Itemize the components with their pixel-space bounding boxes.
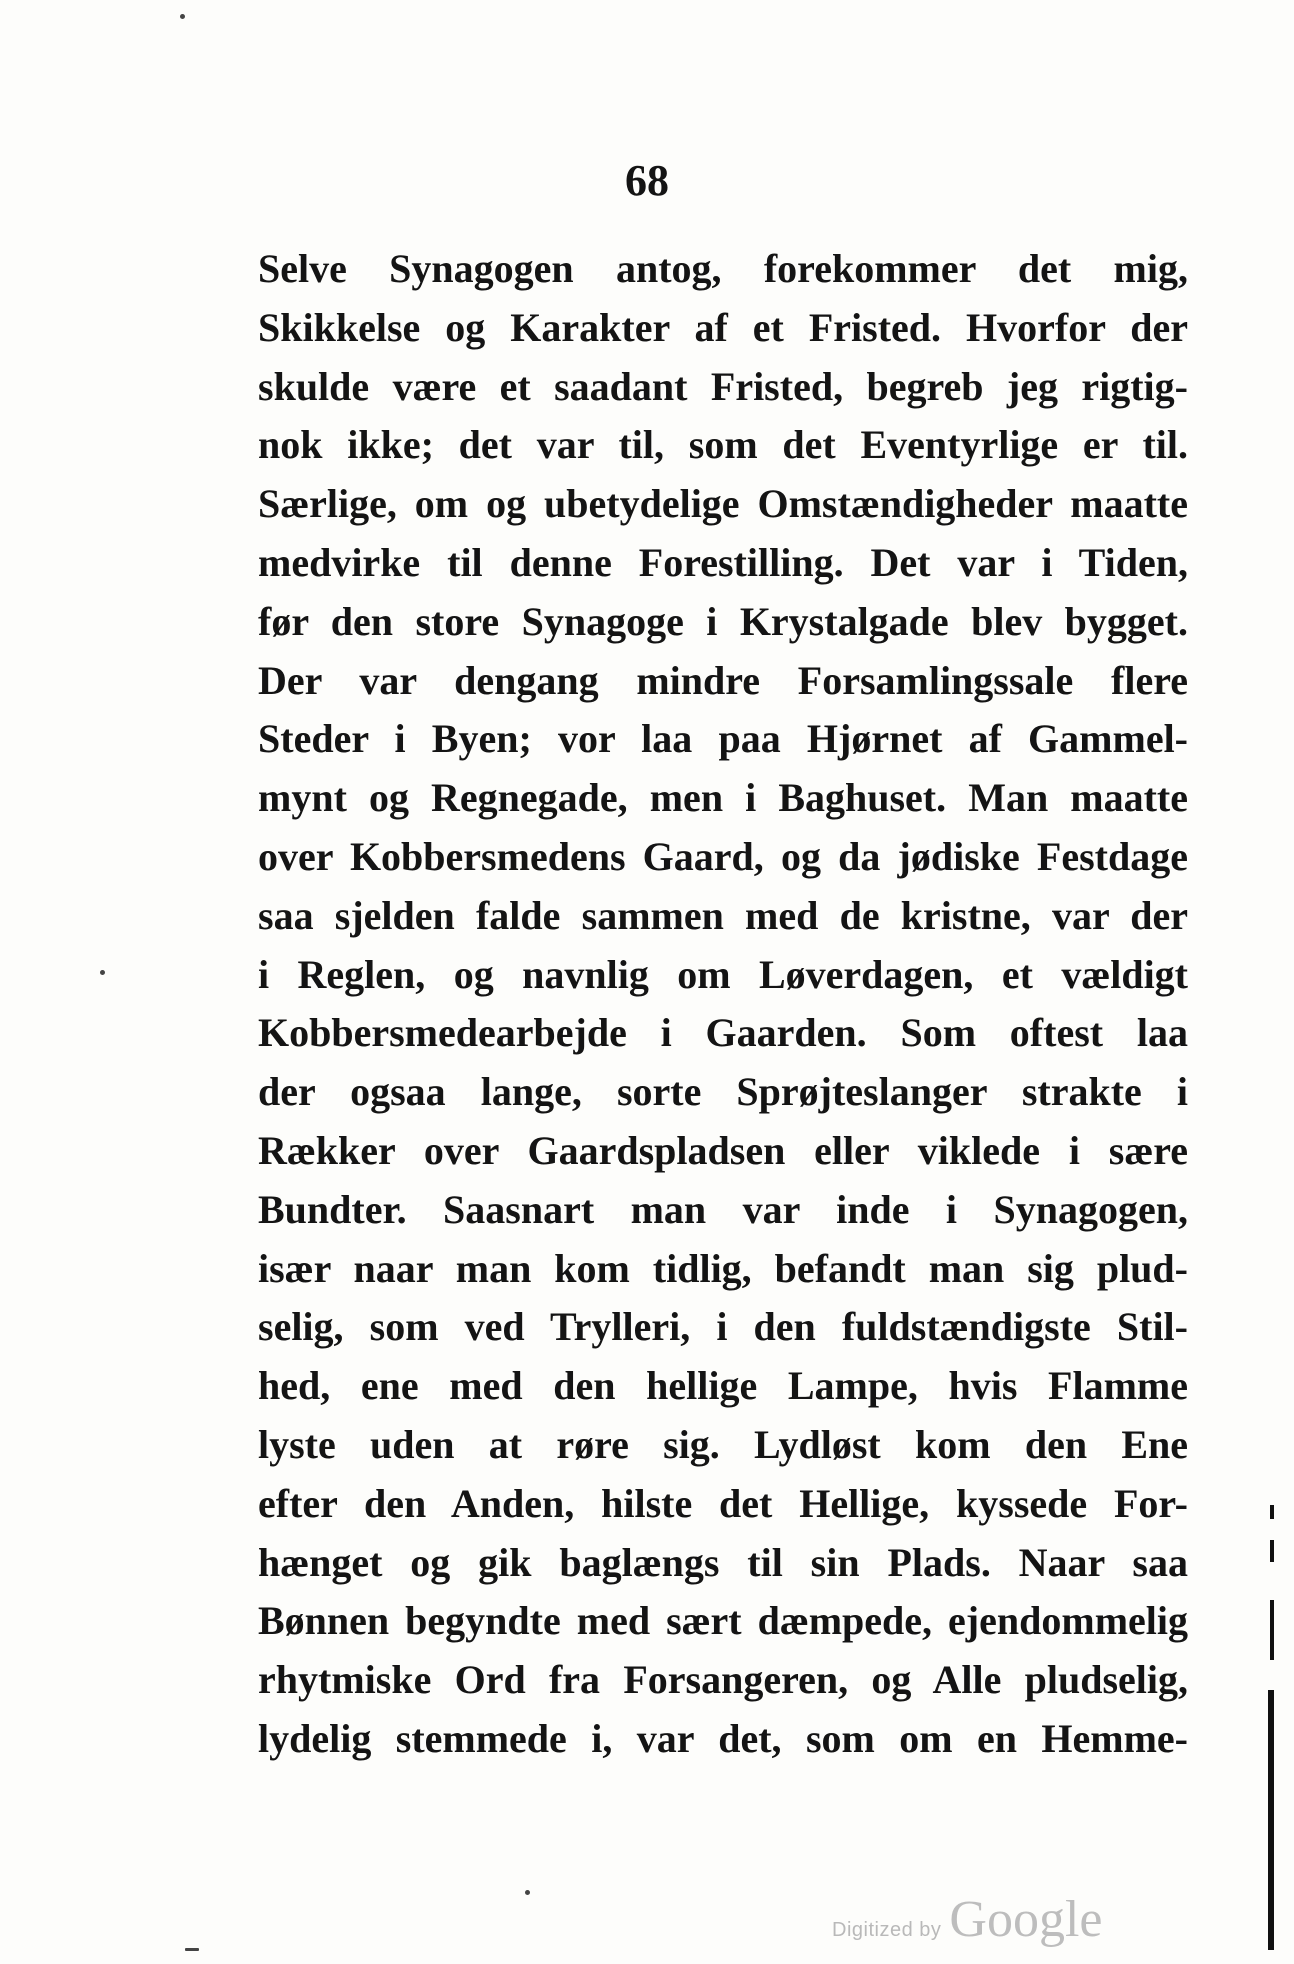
scan-edge-mark — [1270, 1600, 1274, 1660]
text-line: hed, ene med den hellige Lampe, hvis Flamme — [258, 1363, 1188, 1409]
scan-speck — [525, 1890, 530, 1895]
scan-speck — [180, 14, 185, 19]
page-number: 68 — [625, 156, 669, 205]
text-line: Skikkelse og Karakter af et Fristed. Hvorfor der — [258, 304, 1188, 350]
text-line: lyste uden at røre sig. Lydløst kom den Ene — [258, 1421, 1188, 1467]
text-line: Kobbersmedearbejde i Gaarden. Som oftest laa — [258, 1010, 1188, 1056]
scan-edge-mark — [1268, 1690, 1274, 1950]
text-line: hænget og gik baglængs til sin Plads. Naar saa — [258, 1539, 1188, 1585]
text-line: mynt og Regnegade, men i Baghuset. Man maatte — [258, 775, 1188, 821]
body-text — [258, 240, 1188, 1769]
text-line: efter den Anden, hilste det Hellige, kyssede For- — [258, 1480, 1188, 1526]
text-line: Bønnen begyndte med sært dæmpede, ejendommelig — [258, 1598, 1188, 1644]
watermark-prefix: Digitized by — [832, 1919, 942, 1941]
scan-speck — [185, 1948, 199, 1951]
text-line: rhytmiske Ord fra Forsangeren, og Alle pludselig, — [258, 1657, 1188, 1703]
text-line: Selve Synagogen antog, forekommer det mig, — [258, 246, 1188, 291]
text-line: Rækker over Gaardspladsen eller viklede i sære — [258, 1127, 1188, 1173]
scan-edge-mark — [1270, 1505, 1274, 1519]
text-line: Der var dengang mindre Forsamlingssale flere — [258, 657, 1188, 703]
text-line: før den store Synagoge i Krystalgade blev bygget. — [258, 598, 1188, 644]
text-line: nok ikke; det var til, som det Eventyrlige er til. — [258, 422, 1188, 468]
scan-speck — [100, 970, 105, 975]
text-line: skulde være et saadant Fristed, begreb jeg rigtig- — [258, 363, 1188, 409]
google-logo: Google — [949, 1891, 1103, 1948]
text-line: der ogsaa lange, sorte Sprøjteslanger strakte i — [258, 1069, 1188, 1115]
scan-edge-mark — [1270, 1540, 1274, 1562]
text-line: især naar man kom tidlig, befandt man sig plud- — [258, 1245, 1188, 1291]
text-line: saa sjelden falde sammen med de kristne, var der — [258, 892, 1188, 938]
text-line: Særlige, om og ubetydelige Omstændigheder maatte — [258, 481, 1188, 527]
digitized-watermark — [832, 1890, 1102, 1949]
text-line: Bundter. Saasnart man var inde i Synagogen, — [258, 1186, 1188, 1232]
text-line: lydelig stemmede i, var det, som om en Hemme- — [258, 1715, 1188, 1761]
text-line: Steder i Byen; vor laa paa Hjørnet af Gammel- — [258, 716, 1188, 762]
text-line: selig, som ved Trylleri, i den fuldstændigste Stil- — [258, 1304, 1188, 1350]
text-line: over Kobbersmedens Gaard, og da jødiske Festdage — [258, 833, 1188, 879]
text-line: medvirke til denne Forestilling. Det var i Tiden, — [258, 539, 1188, 585]
text-line: i Reglen, og navnlig om Løverdagen, et vældigt — [258, 951, 1188, 997]
